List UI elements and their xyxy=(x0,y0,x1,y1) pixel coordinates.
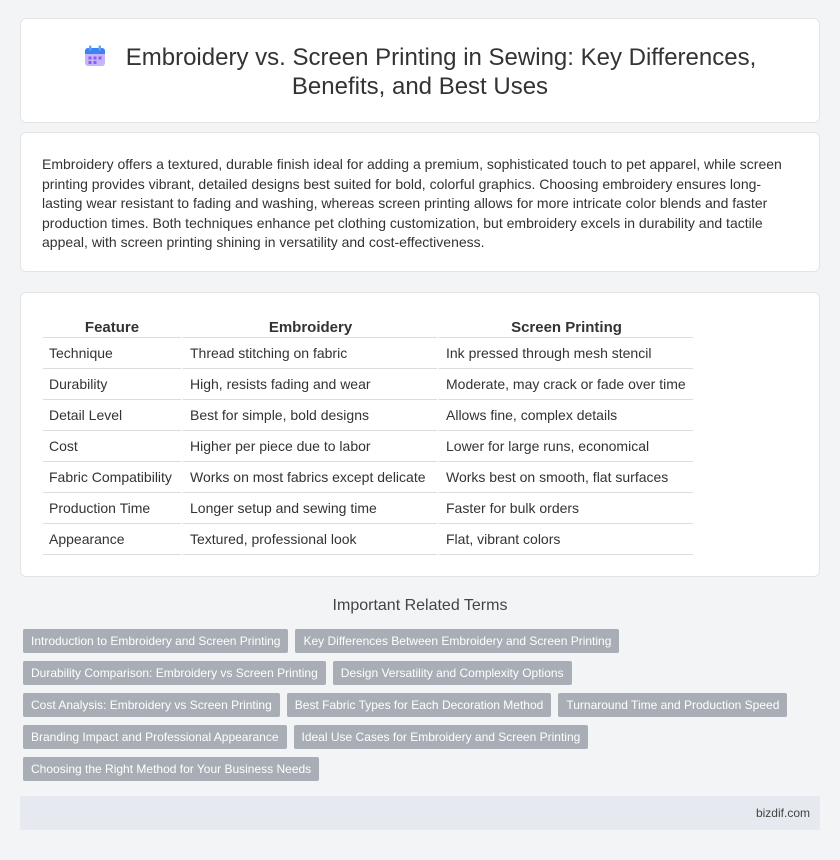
screen-printing-cell: Allows fine, complex details xyxy=(437,400,693,431)
related-tag[interactable]: Choosing the Right Method for Your Business Needs xyxy=(23,757,319,781)
table-row xyxy=(43,369,693,400)
comparison-table xyxy=(43,317,693,555)
screen-printing-cell: Ink pressed through mesh stencil xyxy=(437,338,693,369)
related-terms-title: Important Related Terms xyxy=(332,597,508,614)
screen-printing-cell: Lower for large runs, economical xyxy=(437,431,693,462)
feature-cell: Production Time xyxy=(43,493,181,524)
footer xyxy=(20,796,820,830)
table-header-row xyxy=(43,317,693,338)
embroidery-cell: Works on most fabrics except delicate xyxy=(181,462,437,493)
related-tag[interactable]: Durability Comparison: Embroidery vs Screen Printing xyxy=(23,661,326,685)
table-row xyxy=(43,400,693,431)
related-tag[interactable]: Ideal Use Cases for Embroidery and Screen Printing xyxy=(294,725,589,749)
related-tag[interactable]: Cost Analysis: Embroidery vs Screen Printing xyxy=(23,693,280,717)
related-tag[interactable]: Key Differences Between Embroidery and Screen Printing xyxy=(295,629,619,653)
header-feature: Feature xyxy=(43,317,181,338)
feature-cell: Detail Level xyxy=(43,400,181,431)
embroidery-cell: Longer setup and sewing time xyxy=(181,493,437,524)
screen-printing-cell: Flat, vibrant colors xyxy=(437,524,693,555)
intro-paragraph: Embroidery offers a textured, durable finish ideal for adding a premium, sophisticated touch to pet apparel, while screen printing provides vibrant, detailed designs best suited for bold, colorful graphics. Choosing embroidery ensures long-lasting wear resistant to fading and washing, whereas screen printing allows for more intricate color blends and faster production times. Both techniques enhance pet clothing customization, but embroidery excels in durability and tactile appeal, with screen printing shining in versatility and cost-effectiveness. xyxy=(42,156,782,250)
comparison-card xyxy=(20,292,820,577)
feature-cell: Appearance xyxy=(43,524,181,555)
embroidery-cell: Thread stitching on fabric xyxy=(181,338,437,369)
table-row xyxy=(43,462,693,493)
related-tag[interactable]: Design Versatility and Complexity Options xyxy=(333,661,572,685)
table-row xyxy=(43,524,693,555)
feature-cell: Durability xyxy=(43,369,181,400)
title-line-1: Embroidery vs. Screen Printing in Sewing: Key Differences, xyxy=(125,44,757,71)
related-tag[interactable]: Branding Impact and Professional Appearance xyxy=(23,725,287,749)
intro-card xyxy=(20,132,820,272)
screen-printing-cell: Works best on smooth, flat surfaces xyxy=(437,462,693,493)
related-terms-tags xyxy=(23,629,803,781)
embroidery-cell: Textured, professional look xyxy=(181,524,437,555)
screen-printing-cell: Moderate, may crack or fade over time xyxy=(437,369,693,400)
page-title xyxy=(21,43,819,101)
related-tag[interactable]: Introduction to Embroidery and Screen Printing xyxy=(23,629,288,653)
table-row xyxy=(43,431,693,462)
calendar-icon xyxy=(84,45,106,67)
header-card xyxy=(20,18,820,123)
table-row xyxy=(43,493,693,524)
embroidery-cell: High, resists fading and wear xyxy=(181,369,437,400)
header-screen-printing: Screen Printing xyxy=(437,317,693,338)
header-embroidery: Embroidery xyxy=(181,317,437,338)
title-line-2: Benefits, and Best Uses xyxy=(291,73,549,100)
footer-site-link[interactable]: bizdif.com xyxy=(755,806,810,820)
embroidery-cell: Best for simple, bold designs xyxy=(181,400,437,431)
table-row xyxy=(43,338,693,369)
feature-cell: Cost xyxy=(43,431,181,462)
related-tag[interactable]: Turnaround Time and Production Speed xyxy=(558,693,787,717)
embroidery-cell: Higher per piece due to labor xyxy=(181,431,437,462)
feature-cell: Fabric Compatibility xyxy=(43,462,181,493)
screen-printing-cell: Faster for bulk orders xyxy=(437,493,693,524)
related-tag[interactable]: Best Fabric Types for Each Decoration Method xyxy=(287,693,552,717)
feature-cell: Technique xyxy=(43,338,181,369)
